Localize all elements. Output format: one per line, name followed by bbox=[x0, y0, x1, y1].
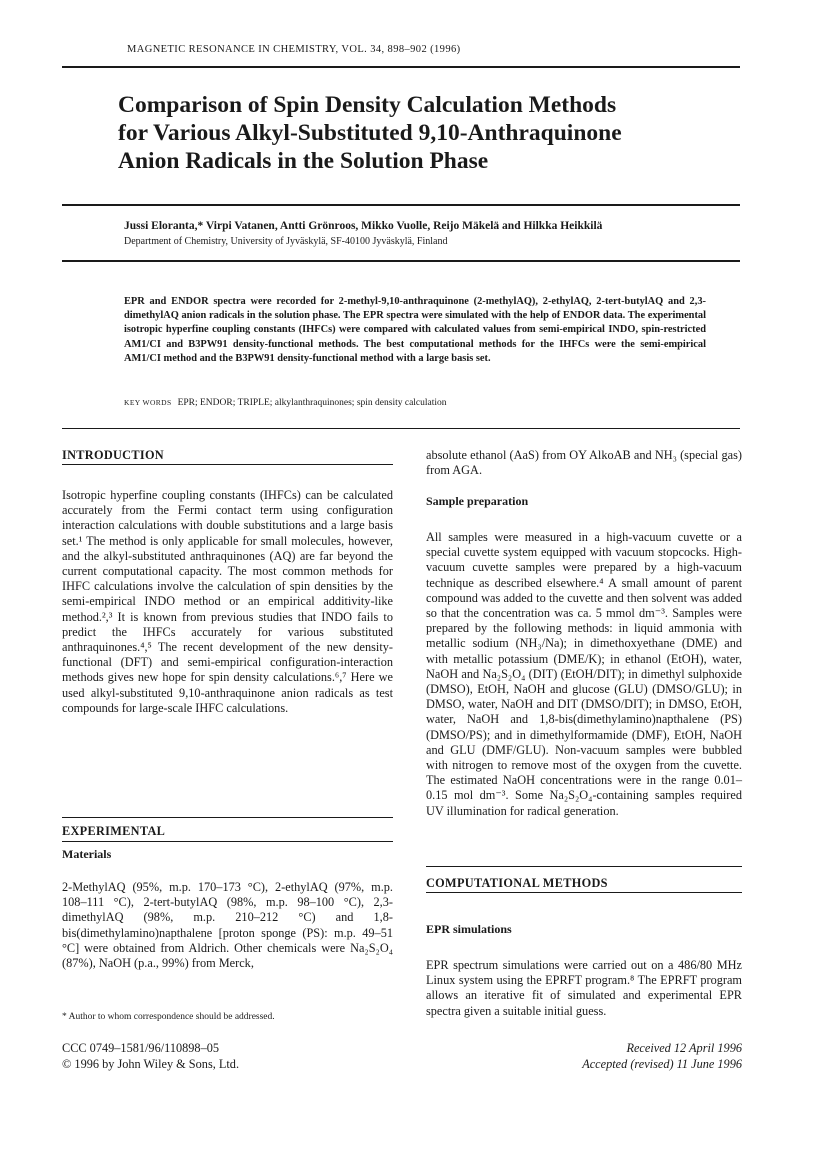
title-line-2: for Various Alkyl-Substituted 9,10-Anthraquinone bbox=[118, 120, 622, 146]
header-rule bbox=[62, 66, 740, 68]
materials-text: 2-MethylAQ (95%, m.p. 170–173 °C), 2-ethylAQ (97%, m.p. 108–111 °C), 2-tert-butylAQ (98%, m.p. 98–100 °C), 2,3-dimethylAQ (98%, m.p. 210–212 °C) and 1,8-bis(dimethylamino)napthalene [proton sponge (PS): m.p. 49–51 °C] were obtained from Aldrich. Other chemicals were Na₂S₂O₄ (87%), NaOH (p.a., 99%) from Merck, bbox=[62, 880, 393, 971]
epr-simulations-heading: EPR simulations bbox=[426, 922, 512, 936]
introduction-text: Isotropic hyperfine coupling constants (IHFCs) can be calculated accurately from the Fermi contact term using configuration interaction calculations with double substitutions and a large basis set.¹ The method is only applicable for small molecules, however, and the alkyl-substituted anthraquinones (AQ) are far beyond the current computational capacity. The most common methods for IHFC calculations involve the calculation of spin densities by the semi-empirical INDO method or an empirical additivity-like method.²,³ It is known from previous studies that INDO fails to predict the IHFCs accurately for various substituted anthraquinones.⁴,⁵ The recent development of the new density-functional (DFT) and semi-empirical configuration-interaction methods gives new hope for spin density calculations.⁶,⁷ Here we used alkyl-substituted 9,10-anthraquinone anion radicals as test compounds for large-scale IHFC calculations. bbox=[62, 488, 393, 715]
title-line-1: Comparison of Spin Density Calculation Methods bbox=[118, 92, 617, 118]
sample-preparation-heading: Sample preparation bbox=[426, 494, 529, 508]
experimental-top-rule bbox=[62, 817, 393, 818]
epr-simulations-text: EPR spectrum simulations were carried out on a 486/80 MHz Linux system using the EPRFT program.⁸ The EPRFT program allows an iterative fit of simulated and experimental EPR spectra given a suitable initial guess. bbox=[426, 958, 742, 1018]
experimental-bottom-rule bbox=[62, 841, 393, 842]
keywords-label: KEY WORDS bbox=[124, 398, 172, 407]
keywords bbox=[124, 398, 724, 408]
accepted-date: Accepted (revised) 11 June 1996 bbox=[582, 1057, 742, 1071]
introduction-heading: INTRODUCTION bbox=[62, 448, 164, 462]
footnote: * Author to whom correspondence should be addressed. bbox=[62, 1012, 275, 1022]
authors-rule bbox=[62, 260, 740, 262]
footer-right bbox=[426, 1040, 742, 1072]
received-date: Received 12 April 1996 bbox=[626, 1041, 742, 1055]
title-rule bbox=[62, 204, 740, 206]
experimental-heading: EXPERIMENTAL bbox=[62, 824, 166, 838]
authors: Jussi Eloranta,* Virpi Vatanen, Antti Grönroos, Mikko Vuolle, Reijo Mäkelä and Hilkka Heikkilä bbox=[124, 220, 603, 232]
affiliation: Department of Chemistry, University of Jyväskylä, SF-40100 Jyväskylä, Finland bbox=[124, 236, 448, 247]
introduction-heading-rule bbox=[62, 464, 393, 465]
sample-preparation-text: All samples were measured in a high-vacuum cuvette or a special cuvette system equipped with vacuum stopcocks. High-vacuum cuvette samples were prepared by a high-vacuum technique as described elsewhere.⁴ A small amount of parent compound was added to the cuvette and then solvent was added so that the concentration was ca. 5 mmol dm⁻³. Samples were prepared by the following methods: in liquid ammonia with metallic sodium (NH₃/Na); in dimethoxyethane (DME) and with metallic potassium (DME/K); in ethanol (EtOH), water, NaOH and Na₂S₂O₄ (DIT) (EtOH/DIT); in dimethyl sulphoxide (DMSO), EtOH, NaOH and glucose (GLU) (DMSO/GLU); in DMSO, water, NaOH and DIT (DMSO/DIT); in DMSO, EtOH, water, NaOH and 1,8-bis(dimethylamino)napthalene (PS) (DMSO/PS); and in dimethylformamide (DMF), EtOH, NaOH and GLU (DMF/GLU). Non-vacuum samples were bubbled with nitrogen to remove most of the oxygen from the cuvette. The estimated NaOH concentrations were in the range 0.01–0.15 mol dm⁻³. Some Na₂S₂O₄-containing samples required UV illumination for radical generation. bbox=[426, 530, 742, 818]
materials-text-continued: absolute ethanol (AaS) from OY AlkoAB and NH₃ (special gas) from AGA. bbox=[426, 448, 742, 478]
ccc-code: CCC 0749–1581/96/110898–05 bbox=[62, 1041, 220, 1055]
title-line-3: Anion Radicals in the Solution Phase bbox=[118, 148, 489, 174]
computational-top-rule bbox=[426, 866, 742, 867]
copyright: © 1996 by John Wiley & Sons, Ltd. bbox=[62, 1057, 240, 1071]
abstract: EPR and ENDOR spectra were recorded for 2-methyl-9,10-anthraquinone (2-methylAQ), 2-ethylAQ, 2-tert-butylAQ and 2,3-dimethylAQ anion radicals in the solution phase. The EPR spectra were simulated with the help of ENDOR data. The experimental isotropic hyperfine coupling constants (IHFCs) were compared with calculated values from semi-empirical INDO, spin-restricted AM1/CI and B3PW91 density-functional methods. The best computational methods for the IHFCs were the semi-empirical AM1/CI method and the B3PW91 density-functional method with a large basis set. bbox=[124, 296, 706, 364]
running-head: MAGNETIC RESONANCE IN CHEMISTRY, VOL. 34, 898–902 (1996) bbox=[127, 44, 461, 55]
materials-heading: Materials bbox=[62, 847, 112, 861]
footer-left bbox=[62, 1040, 239, 1072]
abstract-rule bbox=[62, 428, 740, 429]
computational-heading: COMPUTATIONAL METHODS bbox=[426, 876, 608, 890]
computational-bottom-rule bbox=[426, 892, 742, 893]
keywords-text: EPR; ENDOR; TRIPLE; alkylanthraquinones; spin density calculation bbox=[177, 398, 447, 408]
article-title bbox=[118, 91, 728, 175]
